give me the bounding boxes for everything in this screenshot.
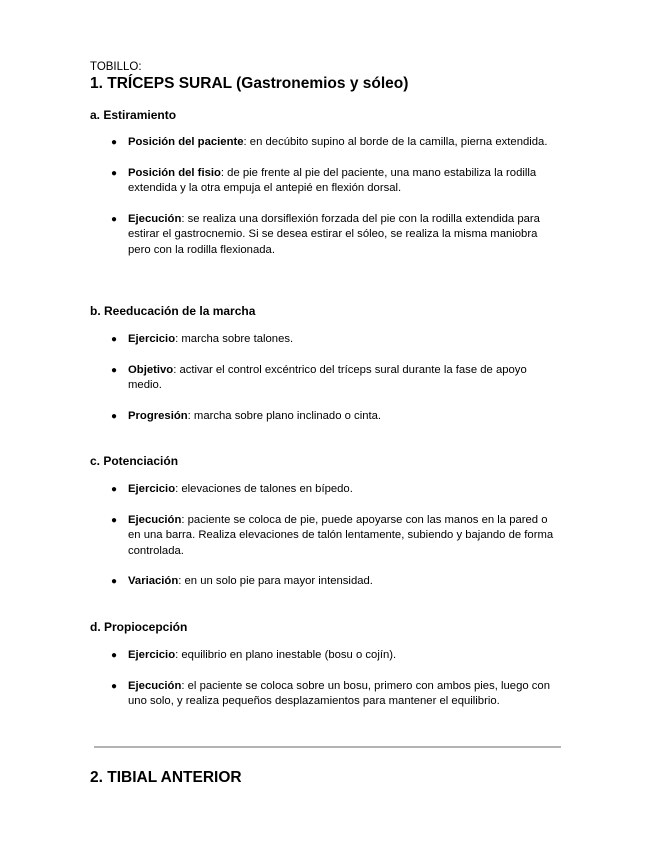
list-item xyxy=(90,135,562,151)
section-d xyxy=(90,619,562,710)
item-text: : en decúbito supino al borde de la camilla, pierna extendida. xyxy=(243,136,548,148)
item-text: : paciente se coloca de pie, puede apoyarse con las manos en la pared o en una barra. Realiza elevaciones de talón lentamente, subiendo y bajando de forma controlada. xyxy=(128,513,554,557)
item-label: Posición del paciente xyxy=(128,136,244,148)
list-item xyxy=(90,166,562,197)
item-text: : el paciente se coloca sobre un bosu, primero con ambos pies, luego con uno solo, y realiza pequeños desplazamientos para mantener el equilibrio. xyxy=(128,679,550,708)
section-b xyxy=(90,303,562,424)
item-text: : en un solo pie para mayor intensidad. xyxy=(178,575,373,588)
item-label: Ejercicio xyxy=(128,649,176,661)
item-text: : marcha sobre talones. xyxy=(175,333,294,345)
bullet-icon: ● xyxy=(111,213,118,225)
list-item xyxy=(90,212,562,259)
list-item xyxy=(90,679,562,710)
section-c xyxy=(90,453,562,590)
bullet-icon: ● xyxy=(111,364,118,376)
section-a xyxy=(90,107,562,259)
item-text: : activar el control excéntrico del tríceps sural durante la fase de apoyo medio. xyxy=(128,363,527,392)
bullet-icon: ● xyxy=(111,137,118,148)
bullet-list xyxy=(90,648,562,710)
item-text: : equilibrio en plano inestable (bosu o cojín). xyxy=(175,649,397,661)
bullet-list xyxy=(90,482,562,590)
item-text: : marcha sobre plano inclinado o cinta. xyxy=(187,409,382,422)
section-title-2: 2. TIBIAL ANTERIOR xyxy=(90,769,242,786)
item-label: Objetivo xyxy=(128,363,174,376)
section-heading: a. Estiramiento xyxy=(90,108,177,122)
bullet-icon: ● xyxy=(111,410,118,422)
bullet-icon: ● xyxy=(111,650,118,661)
item-label: Progresión xyxy=(128,409,188,422)
section-title-1: 1. TRÍCEPS SURAL (Gastronemios y sóleo) xyxy=(90,75,409,92)
bullet-icon: ● xyxy=(111,514,118,526)
list-item xyxy=(90,513,562,560)
horizontal-rule xyxy=(94,746,561,748)
item-label: Variación xyxy=(128,575,179,588)
item-label: Posición del fisio xyxy=(128,166,221,179)
list-item xyxy=(90,648,562,664)
section-heading: d. Propiocepción xyxy=(90,620,188,634)
region-label: TOBILLO: xyxy=(90,61,142,73)
list-item xyxy=(90,482,562,498)
bullet-icon: ● xyxy=(111,680,118,692)
document-page xyxy=(90,60,562,708)
bullet-icon: ● xyxy=(111,167,118,179)
item-text: : de pie frente al pie del paciente, una mano estabiliza la rodilla extendida y la otra empuja el antepié en flexión dorsal. xyxy=(128,166,537,195)
bullet-icon: ● xyxy=(111,334,118,345)
item-label: Ejecución xyxy=(128,679,182,692)
item-label: Ejecución xyxy=(128,513,182,526)
bullet-list xyxy=(90,135,562,259)
item-label: Ejecución xyxy=(128,212,182,225)
item-text: : elevaciones de talones en bípedo. xyxy=(175,483,353,495)
list-item xyxy=(90,363,562,394)
item-text: : se realiza una dorsiflexión forzada del pie con la rodilla extendida para estirar el gastrocnemio. Si se desea estirar el sóleo, se realiza la misma maniobra pero con la rodilla flexionada. xyxy=(128,212,540,256)
bullet-icon: ● xyxy=(111,576,118,588)
item-label: Ejercicio xyxy=(128,333,176,345)
list-item xyxy=(90,409,562,425)
list-item xyxy=(90,332,562,348)
bullet-list xyxy=(90,332,562,424)
bullet-icon: ● xyxy=(111,484,118,495)
section-heading: b. Reeducación de la marcha xyxy=(90,304,256,318)
list-item xyxy=(90,574,562,590)
item-label: Ejercicio xyxy=(128,483,176,495)
section-heading: c. Potenciación xyxy=(90,454,179,468)
